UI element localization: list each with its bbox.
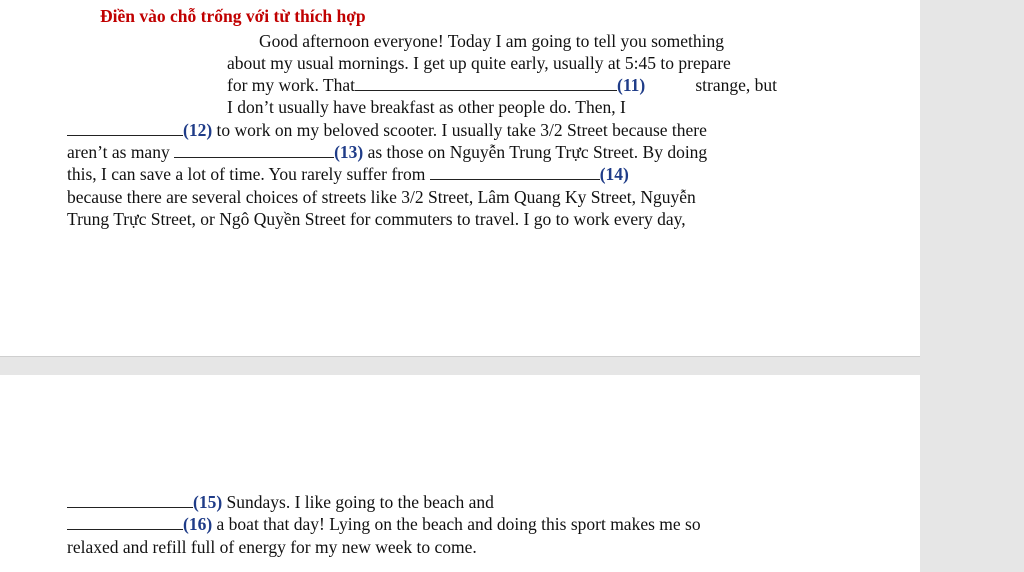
blank-14[interactable]	[430, 164, 600, 180]
paragraph-line	[67, 141, 707, 163]
text-segment: a boat that day! Lying on the beach and doing this sport makes me so	[212, 514, 701, 534]
text-segment: this, I can save a lot of time. You rarely suffer from	[67, 164, 430, 184]
paragraph-line: Trung Trực Street, or Ngô Quyền Street for commuters to travel. I go to work every day,	[67, 209, 686, 229]
paragraph-line: I don’t usually have breakfast as other people do. Then, I	[227, 97, 626, 117]
blank-11[interactable]	[355, 75, 617, 91]
blank-number: (14)	[599, 164, 629, 184]
blank-13[interactable]	[174, 142, 334, 158]
text-segment: for my work. That	[227, 75, 355, 95]
blank-number: (11)	[617, 75, 646, 95]
text-segment: to work on my beloved scooter. I usually take 3/2 Street because there	[212, 120, 707, 140]
text-segment: aren’t as many	[67, 142, 175, 162]
blank-12[interactable]	[67, 120, 183, 136]
paragraph-line	[67, 163, 629, 185]
text-segment: Sundays. I like going to the beach and	[222, 492, 494, 512]
blank-16[interactable]	[67, 514, 183, 530]
paragraph-line	[67, 491, 494, 513]
paragraph-line	[227, 74, 777, 96]
paragraph-line: Good afternoon everyone! Today I am going to tell you something	[259, 31, 725, 51]
paragraph-line: because there are several choices of streets like 3/2 Street, Lâm Quang Ky Street, Nguyễn	[67, 187, 696, 207]
blank-number: (15)	[193, 492, 223, 512]
exercise-heading: Điền vào chỗ trống với từ thích hợp	[100, 6, 366, 26]
blank-number: (13)	[334, 142, 364, 162]
page-separator	[0, 356, 920, 357]
text-segment: as those on Nguyễn Trung Trực Street. By doing	[363, 142, 708, 162]
blank-number: (16)	[183, 514, 213, 534]
text-segment: strange, but	[695, 75, 777, 95]
blank-number: (12)	[183, 120, 213, 140]
paragraph-line	[67, 119, 707, 141]
blank-15[interactable]	[67, 492, 193, 508]
paragraph-line	[67, 513, 701, 535]
paragraph-line: relaxed and refill full of energy for my new week to come.	[67, 537, 477, 557]
paragraph-line: about my usual mornings. I get up quite early, usually at 5:45 to prepare	[227, 53, 731, 73]
